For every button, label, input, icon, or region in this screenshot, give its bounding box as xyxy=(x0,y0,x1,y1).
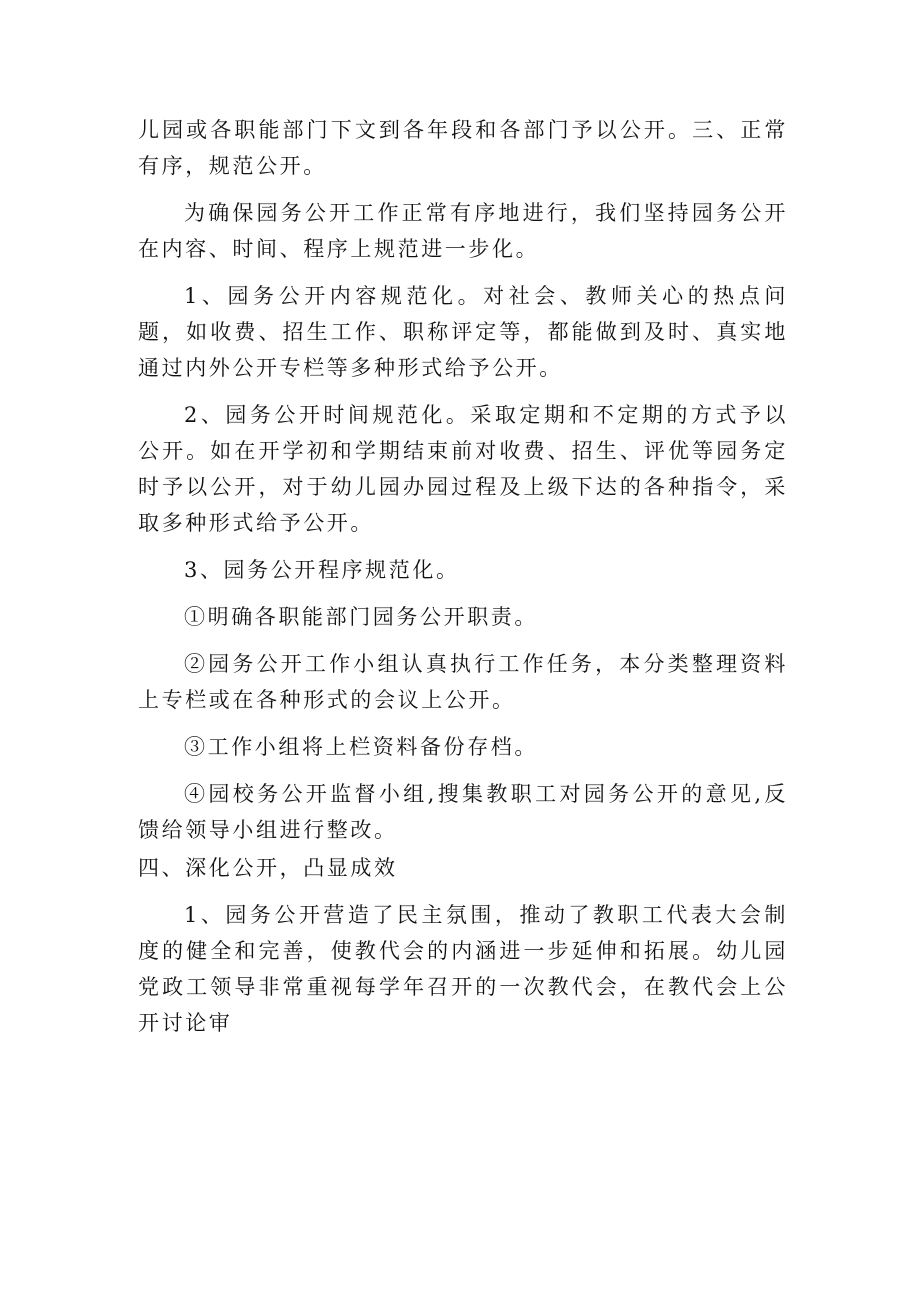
paragraph-democratic-atmosphere: 1、园务公开营造了民主氛围，推动了教职工代表大会制度的健全和完善，使教代会的内涵进一步延伸和拓展。幼儿园党政工领导非常重视每学年召开的一次教代会，在教代会上公开讨论审 xyxy=(138,903,788,1035)
paragraph-time-standardization: 2、园务公开时间规范化。采取定期和不定期的方式予以公开。如在开学初和学期结束前对收费、招生、评优等园务定时予以公开，对于幼儿园办园过程及上级下达的各种指令，采取多种形式给予公开。 xyxy=(138,403,788,535)
paragraph-procedure-standardization: 3、园务公开程序规范化。 xyxy=(184,558,460,582)
list-item-1: ①明确各职能部门园务公开职责。 xyxy=(184,605,538,629)
document-body xyxy=(138,112,788,1052)
list-item-3: ③工作小组将上栏资料备份存档。 xyxy=(184,735,538,759)
list-item-4: ④园校务公开监督小组,搜集教职工对园务公开的意见,反馈给领导小组进行整改。 xyxy=(138,782,788,842)
paragraph-continuation: 儿园或各职能部门下文到各年段和各部门予以公开。三、正常有序，规范公开。 xyxy=(138,118,788,178)
paragraph-intro-standardization: 为确保园务公开工作正常有序地进行，我们坚持园务公开在内容、时间、程序上规范进一步化。 xyxy=(138,201,788,261)
list-item-2: ②园务公开工作小组认真执行工作任务，本分类整理资料上专栏或在各种形式的会议上公开。 xyxy=(138,652,788,712)
section-heading-4: 四、深化公开，凸显成效 xyxy=(138,856,398,880)
paragraph-content-standardization: 1、园务公开内容规范化。对社会、教师关心的热点问题，如收费、招生工作、职称评定等，都能做到及时、真实地通过内外公开专栏等多种形式给予公开。 xyxy=(138,284,788,380)
